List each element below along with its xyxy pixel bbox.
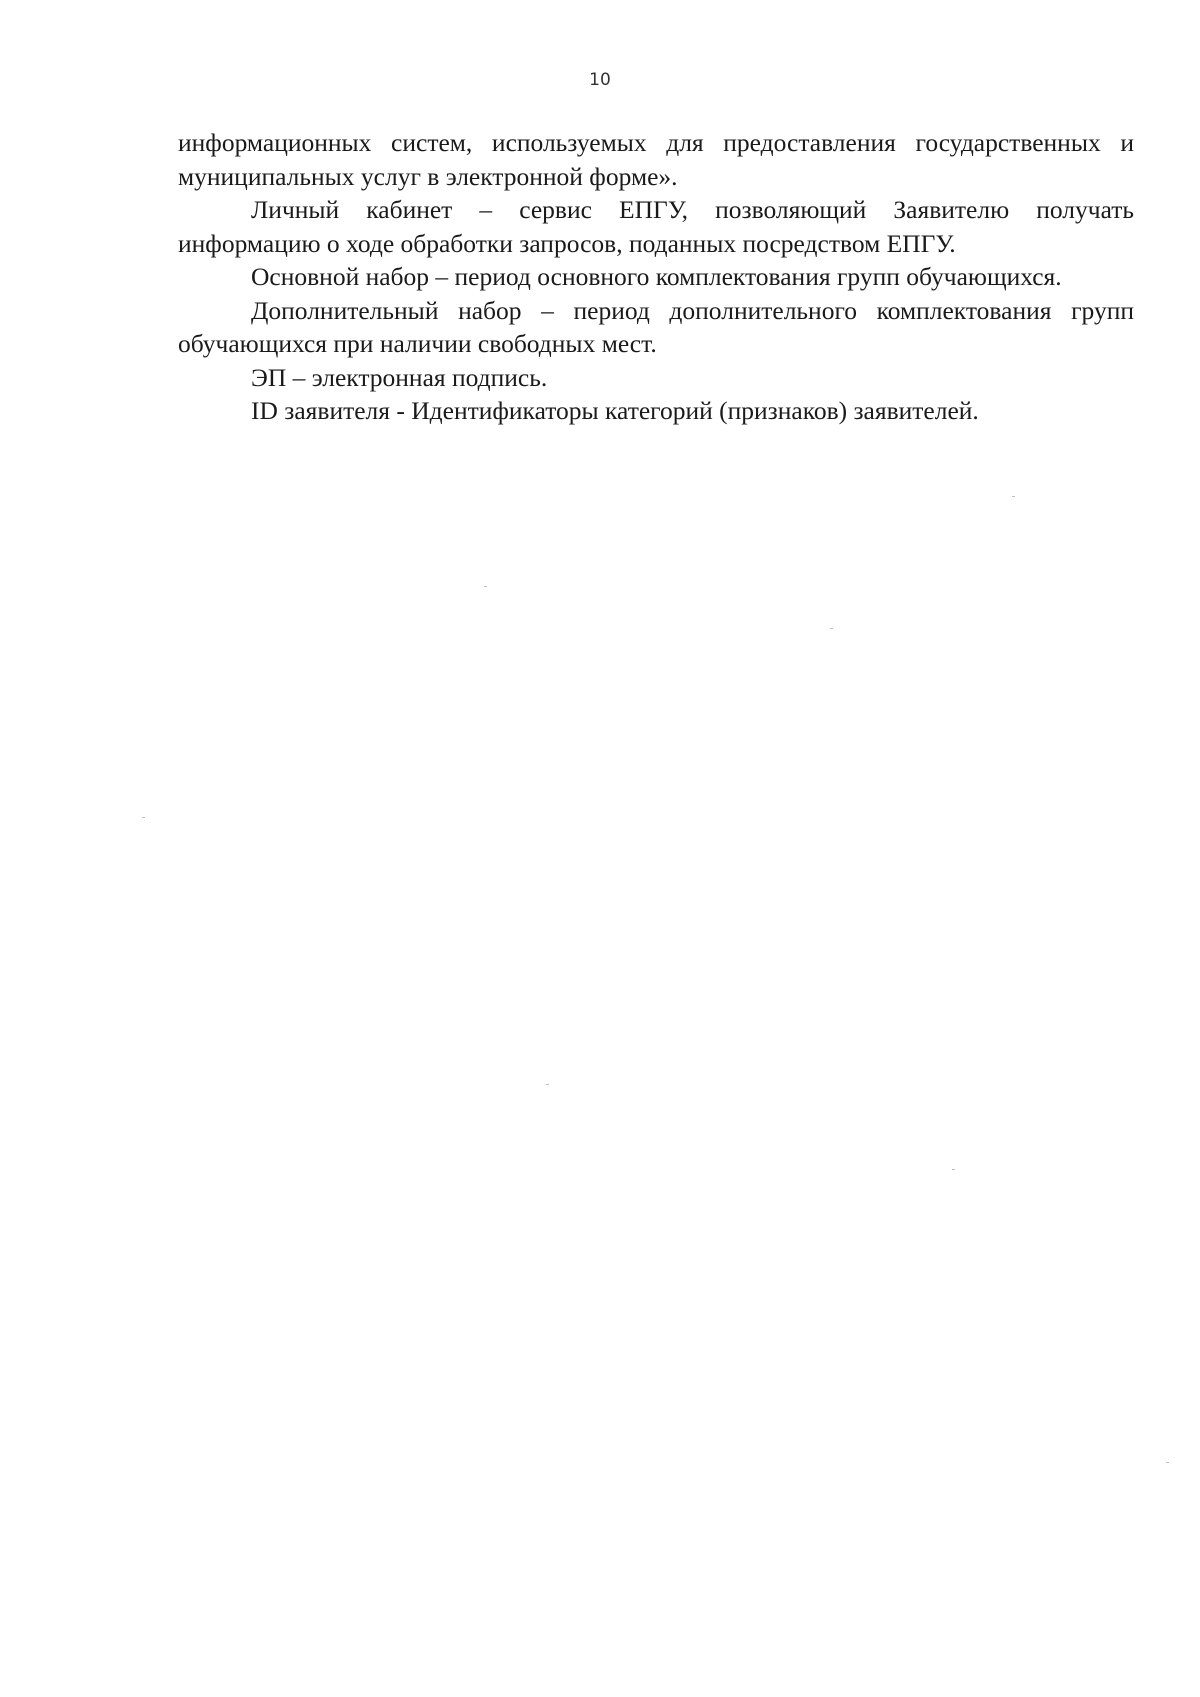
paragraph-main-enrollment: Основной набор – период основного комплектования групп обучающихся. (251, 262, 1062, 291)
scan-speck (1012, 496, 1015, 497)
scan-speck (484, 586, 487, 587)
paragraph-personal-account: Личный кабинет – сервис ЕПГУ, позволяющий Заявителю получать информацию о ходе обработки запросов, поданных посредством ЕПГУ. (178, 195, 1134, 258)
scan-speck (952, 1169, 955, 1170)
page-number: 10 (589, 70, 611, 90)
paragraph-applicant-id: ID заявителя - Идентификаторы категорий (признаков) заявителей. (251, 396, 979, 425)
scan-speck (830, 628, 833, 629)
scan-speck (1166, 1462, 1169, 1463)
scan-speck (142, 817, 145, 818)
paragraph-is-definition-end: информационных систем, используемых для предоставления государственных и муниципальных услуг в электронной форме». (178, 128, 1134, 191)
document-body (178, 126, 1134, 428)
paragraph-electronic-signature: ЭП – электронная подпись. (251, 362, 548, 392)
scan-speck (546, 1084, 549, 1085)
paragraph-additional-enrollment: Дополнительный набор – период дополнительного комплектования групп обучающихся при наличии свободных мест. (178, 295, 1134, 358)
